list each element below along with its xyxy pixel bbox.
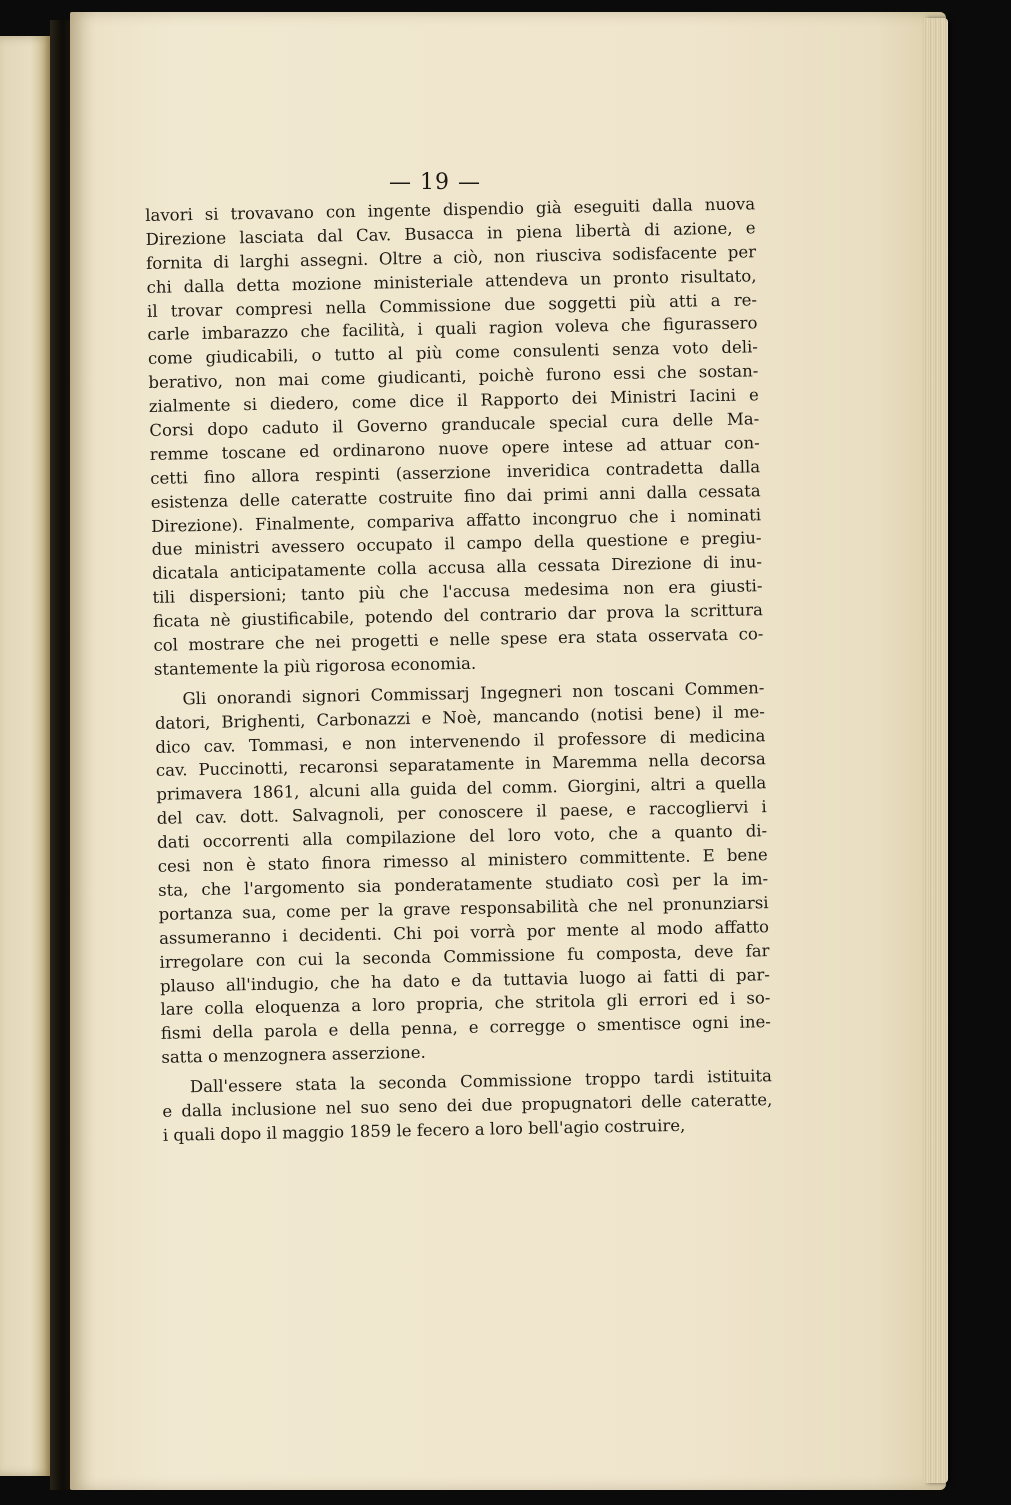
text-line: dico cav. Tommasi, e non intervenendo il professore di medicina [155,725,766,757]
text-line: chi dalla detta mozione ministeriale attendeva un pronto risultato, [146,265,757,297]
text-line: i quali dopo il maggio 1859 le fecero a loro bell'agio costruire, [162,1115,686,1145]
page-number: — 19 — [389,170,481,195]
text-line: dati occorrenti alla compilazione del loro voto, che a quanto di- [157,821,768,853]
text-line: del cav. dott. Salvagnoli, per conoscere il paese, e raccogliervi i [156,797,767,829]
text-line: col mostrare che nei progetti e nelle spese era stata osservata co- [153,624,764,655]
text-line: assumeranno i decidenti. Chi poi vorrà por mente al modo affatto [158,916,770,948]
text-line: satta o menzognera asserzione. [161,1042,426,1068]
page-stack-edge [924,18,948,1483]
text-line: lavori si trovavano con ingente dispendio già eseguiti dalla nuova [145,194,756,225]
text-line: tili dispersioni; tanto più che l'accusa medesima non era giusti- [152,576,763,608]
text-line: Direzione lasciata dal Cav. Busacca in piena libertà di azione, e [145,218,756,249]
text-line: plauso all'indugio, che ha dato e da tuttavia luogo ai fatti di par- [159,964,771,996]
text-line: Corsi dopo caduto il Governo granducale special cura delle Ma- [149,409,760,440]
text-line: il trovar compresi nella Commissione due soggetti più atti a re- [146,289,758,321]
text-line: come giudicabili, o tutto al più come consulenti senza voto deli- [147,337,759,369]
text-line: fismi della parola e della penna, e corregge o smentisce ogni ine- [160,1012,771,1044]
text-line: esistenza delle cateratte costruite fino dai primi anni dalla cessata [150,480,761,512]
text-line: Dall'essere stata la seconda Commissione troppo tardi istituita [189,1066,773,1097]
text-line: ficata nè giustificabile, potendo del contrario dar prova la scrittura [152,600,764,632]
text-line: cesi non è stato finora rimesso al ministero committente. E bene [157,845,768,876]
text-line: irregolare con cui la seconda Commissione fu composta, deve far [159,940,770,972]
text-line: cetti fino allora respinti (asserzione inveridica contradetta dalla [150,457,761,488]
text-line: dicatala anticipatamente colla accusa alla cessata Direzione di inu- [151,552,763,584]
text-line: primavera 1861, alcuni alla guida del comm. Giorgini, altri a quella [156,773,767,805]
text-line: cav. Puccinotti, recaronsi separatamente in Maremma nella decorsa [155,749,766,781]
text-line: berativo, non mai come giudicanti, poichè furono essi che sostan- [148,361,759,393]
text-line: remme toscane ed ordinarono nuove opere intese ad attuar con- [149,433,760,464]
text-line: portanza sua, come per la grave responsabilità che nel pronunziarsi [158,892,769,924]
text-line: e dalla inclusione nel suo seno dei due propugnatori delle cateratte, [162,1090,773,1121]
left-page-edge [0,36,50,1476]
text-line: datori, Brighenti, Carbonazzi e Noè, mancando (notisi bene) il me- [154,701,766,733]
text-line: sta, che l'argomento sia ponderatamente studiato così per la im- [157,869,769,900]
text-line: zialmente si diedero, come dice il Rapporto dei Ministri Iacini e [148,385,759,417]
text-line: Direzione). Finalmente, compariva affatto incongruo che i nominati [151,504,762,536]
text-line: lare colla eloquenza a loro propria, che stritola gli errori ed i so- [160,988,771,1020]
body-text [145,192,773,1147]
text-line: Gli onorandi signori Commissarj Ingegneri non toscani Commen- [182,678,765,709]
text-line: carle imbarazzo che facilità, i quali ragion voleva che figurassero [147,313,758,345]
text-line: due ministri avessero occupato il campo della questione e pregiu- [151,528,762,560]
text-line: stantemente la più rigorosa economia. [153,653,477,679]
text-line: fornita di larghi assegni. Oltre a ciò, non riusciva sodisfacente per [145,242,757,273]
